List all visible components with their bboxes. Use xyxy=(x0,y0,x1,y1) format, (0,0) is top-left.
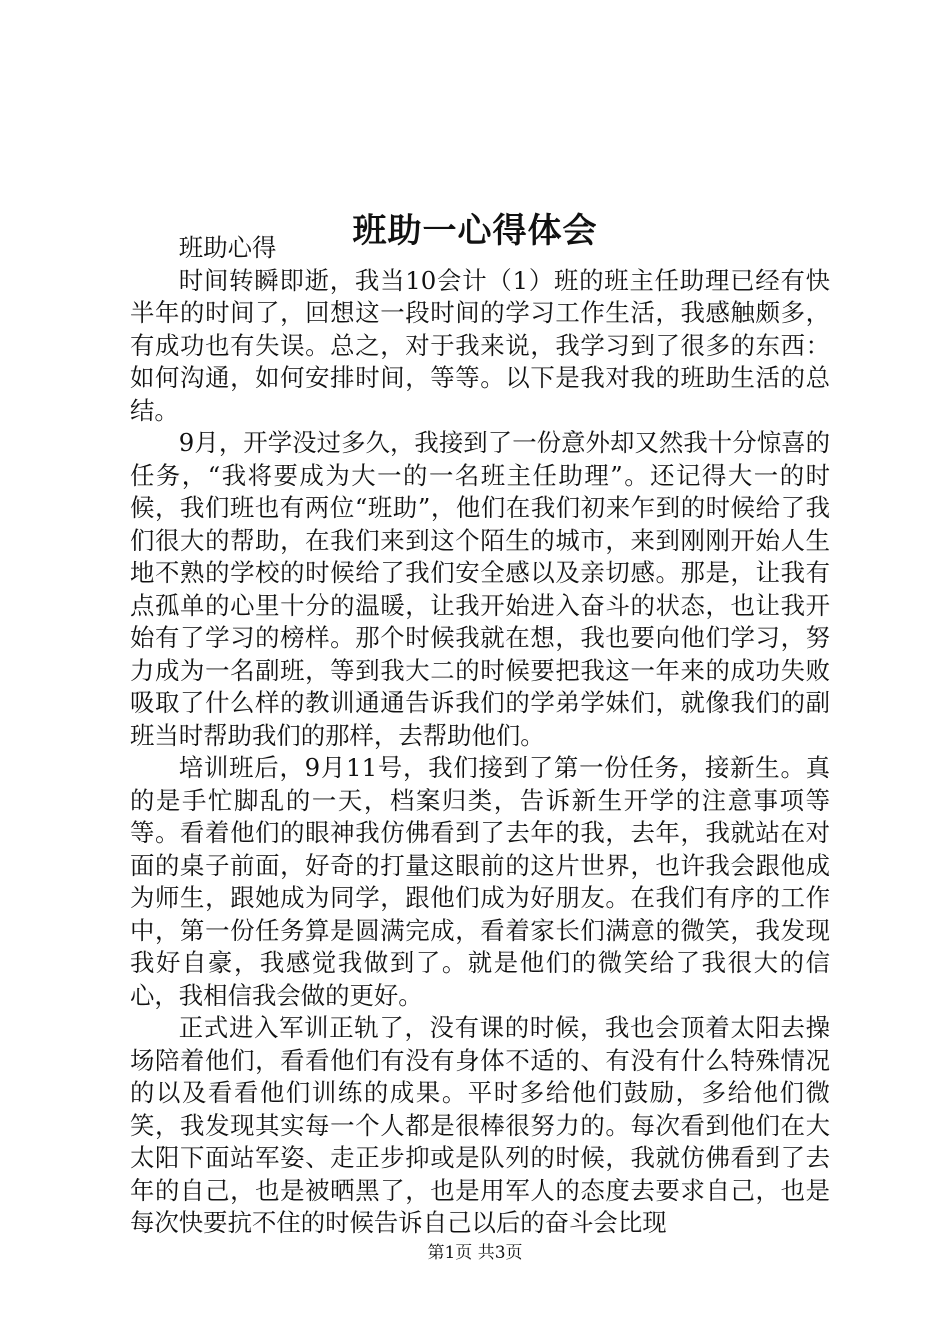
paragraph: 培训班后，9月11号，我们接到了第一份任务，接新生。真的是手忙脚乱的一天，档案归类，告诉新生开学的注意事项等等。看着他们的眼神我仿佛看到了去年的我，去年，我就站在对面的桌子前面，好奇的打量这眼前的这片世界，也许我会跟他成为师生，跟她成为同学，跟他们成为好朋友。在我们有序的工作中，第一份任务算是圆满完成，看着家长们满意的微笑，我发现我好自豪，我感觉我做到了。就是他们的微笑给了我很大的信心，我相信我会做的更好。 xyxy=(130,753,830,1010)
page-title: 班助一心得体会 xyxy=(352,210,598,251)
page-footer: 第1页 共3页 xyxy=(427,1243,523,1263)
paragraph: 时间转瞬即逝，我当10会计（1）班的班主任助理已经有快半年的时间了，回想这一段时间的学习工作生活，我感触颇多，有成功也有失误。总之，对于我来说，我学习到了很多的东西：如何沟通，如何安排时间，等等。以下是我对我的班助生活的总结。 xyxy=(130,265,830,425)
document-body xyxy=(130,232,830,1240)
paragraph: 正式进入军训正轨了，没有课的时候，我也会顶着太阳去操场陪着他们，看看他们有没有身体不适的、有没有什么特殊情况的以及看看他们训练的成果。平时多给他们鼓励，多给他们微笑，我发现其实每一个人都是很棒很努力的。每次看到他们在大太阳下面站军姿、走正步抑或是队列的时候，我就仿佛看到了去年的自己，也是被晒黑了，也是用军人的态度去要求自己，也是每次快要抗不住的时候告诉自己以后的奋斗会比现 xyxy=(130,1013,830,1237)
paragraph-heading: 班助心得 xyxy=(178,233,277,262)
paragraph: 9月，开学没过多久，我接到了一份意外却又然我十分惊喜的任务，“我将要成为大一的一名班主任助理”。还记得大一的时候，我们班也有两位“班助”，他们在我们初来乍到的时候给了我们很大的帮助，在我们来到这个陌生的城市，来到刚刚开始人生地不熟的学校的时候给了我们安全感以及亲切感。那是，让我有点孤单的心里十分的温暖，让我开始进入奋斗的状态，也让我开始有了学习的榜样。那个时候我就在想，我也要向他们学习，努力成为一名副班，等到我大二的时候要把我这一年来的成功失败吸取了什么样的教训通通告诉我们的学弟学妹们，就像我们的副班当时帮助我们的那样，去帮助他们。 xyxy=(130,428,830,750)
